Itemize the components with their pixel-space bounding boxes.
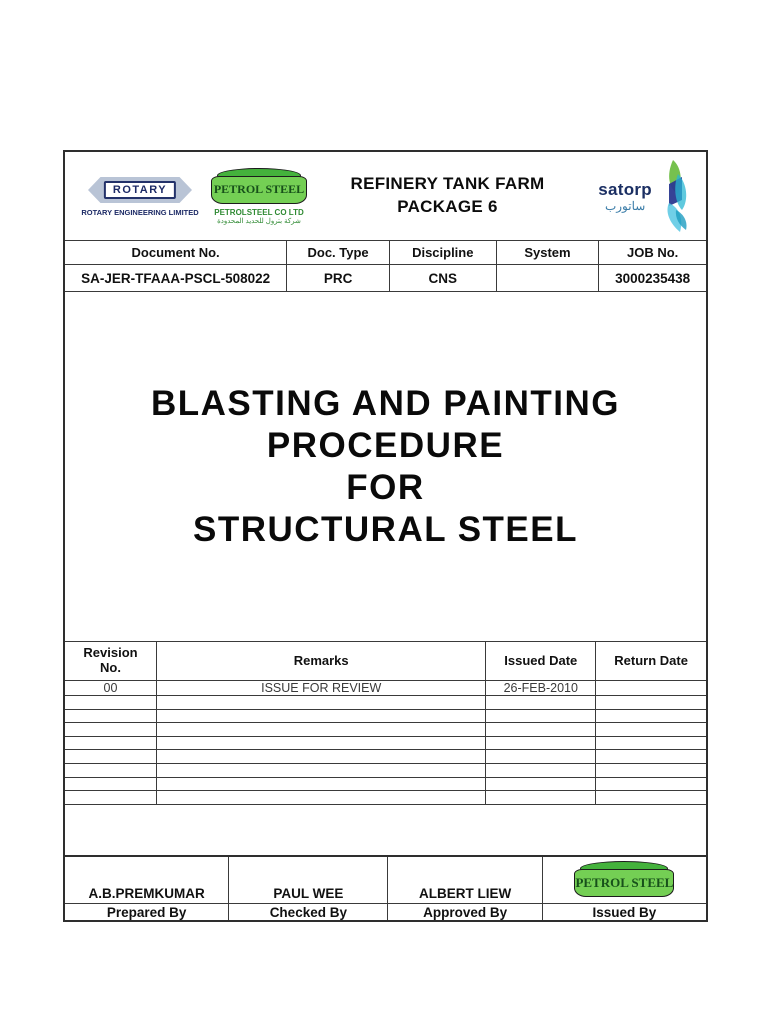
title-line-1: BLASTING AND PAINTING: [151, 383, 620, 423]
revision-empty-cell: [65, 723, 156, 736]
rotary-wordmark: ROTARY: [104, 181, 176, 199]
revision-empty-cell: [65, 737, 156, 750]
doc-info-value-system: [497, 265, 599, 291]
rotary-logo: [79, 175, 201, 217]
revision-empty-cell: [596, 791, 706, 804]
satorp-leaf-icon: [656, 159, 692, 233]
doc-info-value-discipline: CNS: [390, 265, 496, 291]
revision-row-return-date: [596, 681, 706, 695]
signature-name-checked: PAUL WEE: [229, 857, 387, 903]
revision-empty-cell: [65, 750, 156, 763]
revision-empty-cell: [486, 696, 595, 709]
petrol-steel-subtitle: PETROLSTEEL CO LTD: [214, 207, 304, 217]
document-frame: [63, 150, 708, 922]
revision-empty-cell: [596, 750, 706, 763]
revision-empty-cell: [596, 723, 706, 736]
revision-empty-cell: [65, 764, 156, 777]
rotary-emblem: [88, 175, 192, 205]
doc-info-header-doc-type: Doc. Type: [287, 241, 389, 264]
revision-empty-cell: [486, 723, 595, 736]
revision-table: [65, 641, 706, 805]
revision-empty-cell: [486, 750, 595, 763]
doc-info-value-doc-type: PRC: [287, 265, 389, 291]
revision-empty-cell: [157, 737, 485, 750]
revision-empty-cell: [486, 710, 595, 723]
revision-empty-cell: [157, 750, 485, 763]
doc-info-header-discipline: Discipline: [390, 241, 496, 264]
signature-label-prepared-by: Prepared By: [65, 904, 228, 920]
signature-name-prepared: A.B.PREMKUMAR: [65, 857, 228, 903]
revision-empty-cell: [486, 791, 595, 804]
signature-table: [65, 855, 706, 920]
revision-row-no: 00: [65, 681, 156, 695]
petrol-steel-band-text: PETROL STEEL: [211, 176, 307, 204]
doc-info-value-document-no: SA-JER-TFAAA-PSCL-508022: [65, 265, 286, 291]
petrol-steel-band-text: PETROL STEEL: [574, 869, 674, 897]
revision-empty-cell: [65, 696, 156, 709]
revision-empty-cell: [65, 791, 156, 804]
satorp-arabic: ساتورب: [604, 198, 646, 213]
signature-label-checked-by: Checked By: [229, 904, 387, 920]
header-logos-left: [79, 168, 311, 225]
satorp-logo: [584, 159, 692, 233]
revision-empty-cell: [596, 710, 706, 723]
doc-info-header-system: System: [497, 241, 599, 264]
signature-label-issued-by: Issued By: [543, 904, 706, 920]
project-title: [311, 173, 584, 219]
revision-empty-cell: [65, 710, 156, 723]
signature-label-approved-by: Approved By: [388, 904, 541, 920]
title-line-2: PROCEDURE: [266, 425, 505, 465]
revision-empty-cell: [486, 737, 595, 750]
petrol-steel-arabic: شركة بترول للحديد المحدودة: [217, 217, 301, 225]
document-title: [151, 383, 620, 551]
revision-empty-cell: [157, 764, 485, 777]
revision-empty-cell: [157, 791, 485, 804]
petrol-steel-logo: [207, 168, 311, 225]
title-line-3: FOR: [346, 467, 425, 507]
revision-row-issued-date: 26-FEB-2010: [486, 681, 595, 695]
revision-empty-cell: [157, 696, 485, 709]
doc-info-table: [65, 240, 706, 292]
revision-empty-cell: [596, 764, 706, 777]
rotary-subtitle: ROTARY ENGINEERING LIMITED: [81, 208, 199, 217]
header-band: [65, 152, 706, 240]
title-line-4: STRUCTURAL STEEL: [192, 509, 578, 549]
doc-info-header-job-no: JOB No.: [599, 241, 706, 264]
revision-empty-cell: [157, 778, 485, 791]
revision-header-issued-date: Issued Date: [486, 642, 595, 680]
satorp-text: [598, 181, 652, 212]
revision-empty-cell: [486, 778, 595, 791]
revision-empty-cell: [157, 723, 485, 736]
project-title-line1: REFINERY TANK FARM: [350, 174, 545, 194]
revision-empty-cell: [596, 778, 706, 791]
issued-by-petrol-steel-logo: [574, 861, 674, 901]
revision-empty-cell: [596, 696, 706, 709]
revision-header-return-date: Return Date: [596, 642, 706, 680]
signature-name-approved: ALBERT LIEW: [388, 857, 541, 903]
petrol-steel-cylinder-icon: [211, 168, 307, 206]
doc-info-value-job-no: 3000235438: [599, 265, 706, 291]
revision-empty-cell: [486, 764, 595, 777]
revision-header-no: Revision No.: [65, 642, 156, 680]
revision-empty-cell: [65, 778, 156, 791]
blank-band: [65, 805, 706, 855]
signature-issued-logo-cell: [543, 857, 706, 903]
title-block: [65, 292, 706, 641]
revision-header-remarks: Remarks: [157, 642, 485, 680]
project-title-line2: PACKAGE 6: [397, 197, 498, 216]
revision-empty-cell: [596, 737, 706, 750]
revision-row-remarks: ISSUE FOR REVIEW: [157, 681, 485, 695]
satorp-wordmark: satorp: [598, 179, 652, 199]
revision-empty-cell: [157, 710, 485, 723]
doc-info-header-document-no: Document No.: [65, 241, 286, 264]
